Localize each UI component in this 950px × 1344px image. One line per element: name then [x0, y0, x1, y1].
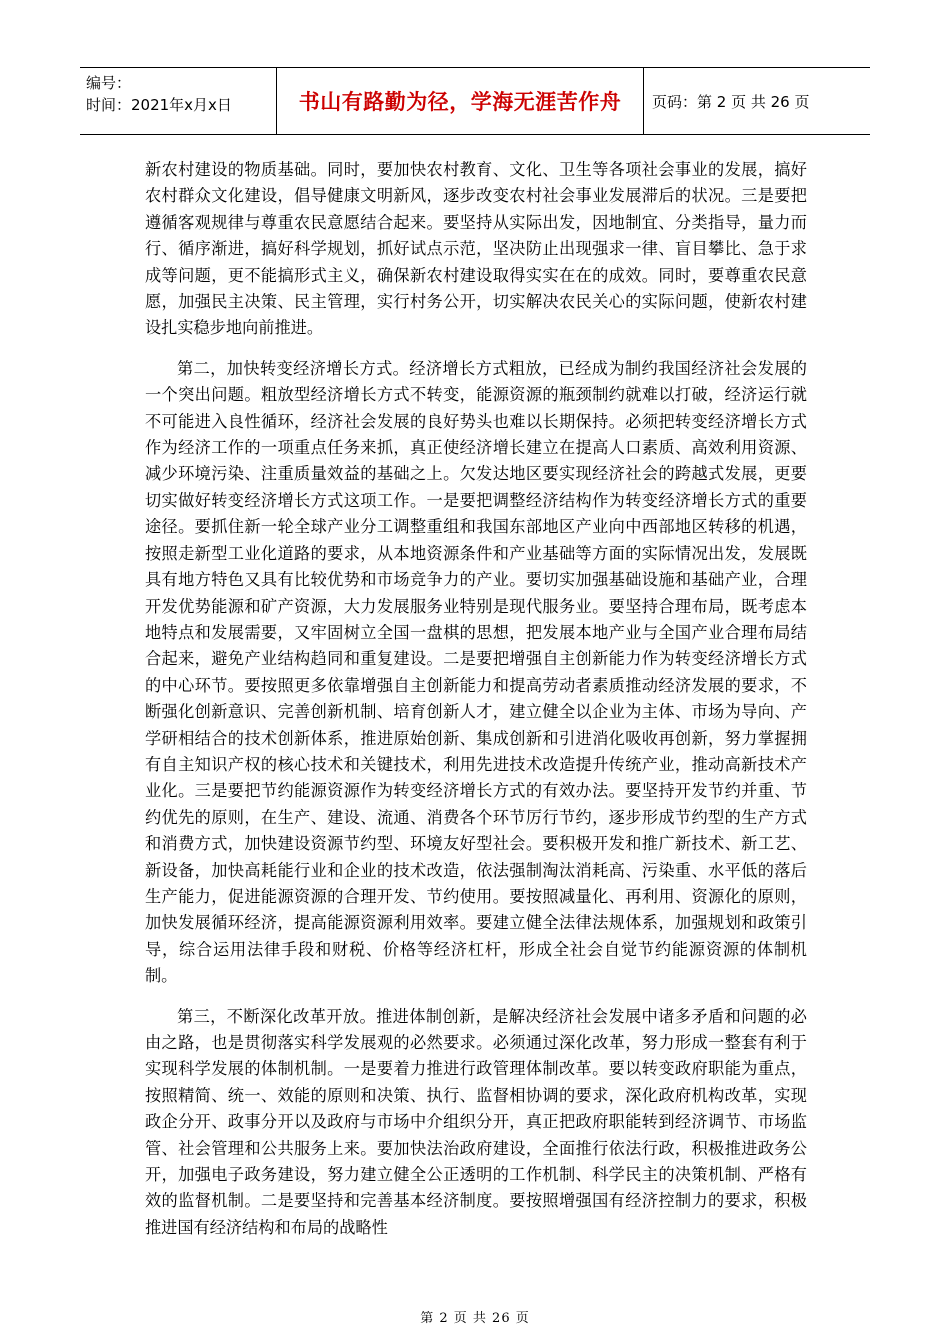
body-paragraph: 第二，加快转变经济增长方式。经济增长方式粗放，已经成为制约我国经济社会发展的一个突出问题。粗放型经济增长方式不转变，能源资源的瓶颈制约就难以打破，经济运行就不可能进入良性循环，经济社会发展的良好势头也难以长期保持。必须把转变经济增长方式作为经济工作的一项重点任务来抓，真正使经济增长建立在提高人口素质、高效利用资源、减少环境污染、注重质量效益的基础之上。欠发达地区要实现经济社会的跨越式发展，更要切实做好转变经济增长方式这项工作。一是要把调整经济结构作为转变经济增长方式的重要途径。要抓住新一轮全球产业分工调整重组和我国东部地区产业向中西部地区转移的机遇，按照走新型工业化道路的要求，从本地资源条件和产业基础等方面的实际情况出发，发展既具有地方特色又具有比较优势和市场竞争力的产业。要切实加强基础设施和基础产业，合理开发优势能源和矿产资源，大力发展服务业特别是现代服务业。要坚持合理布局，既考虑本地特点和发展需要，又牢固树立全国一盘棋的思想，把发展本地产业与全国产业合理布局结合起来，避免产业结构趋同和重复建设。二是要把增强自主创新能力作为转变经济增长方式的中心环节。要按照更多依靠增强自主创新能力和提高劳动者素质推动经济发展的要求，不断强化创新意识、完善创新机制、培育创新人才，建立健全以企业为主体、市场为导向、产学研相结合的技术创新体系，推进原始创新、集成创新和引进消化吸收再创新，努力掌握拥有自主知识产权的核心技术和关键技术，利用先进技术改造提升传统产业，推动高新技术产业化。三是要把节约能源资源作为转变经济增长方式的有效办法。要坚持开发节约并重、节约优先的原则，在生产、建设、流通、消费各个环节厉行节约，逐步形成节约型的生产方式和消费方式，加快建设资源节约型、环境友好型社会。要积极开发和推广新技术、新工艺、新设备，加快高耗能行业和企业的技术改造，依法强制淘汰消耗高、污染重、水平低的落后生产能力，促进能源资源的合理开发、节约使用。要按照减量化、再利用、资源化的原则，加快发展循环经济，提高能源资源利用效率。要建立健全法律法规体系，加强规划和政策引导，综合运用法律手段和财税、价格等经济杠杆，形成全社会自觉节约能源资源的体制机制。 — [145, 358, 807, 986]
document-body — [145, 157, 807, 1241]
body-paragraph: 第三，不断深化改革开放。推进体制创新，是解决经济社会发展中诸多矛盾和问题的必由之路，也是贯彻落实科学发展观的必然要求。必须通过深化改革，努力形成一整套有利于实现科学发展的体制机制。一是要着力推进行政管理体制改革。要以转变政府职能为重点，按照精简、统一、效能的原则和决策、执行、监督相协调的要求，深化政府机构改革，实现政企分开、政事分开以及政府与市场中介组织分开，真正把政府职能转到经济调节、市场监管、社会管理和公共服务上来。要加快法治政府建设，全面推行依法行政，积极推进政务公开，加强电子政务建设，努力建立健全公正透明的工作机制、科学民主的决策机制、严格有效的监督机制。二是要坚持和完善基本经济制度。要按照增强国有经济控制力的要求，积极推进国有经济结构和布局的战略性 — [145, 1006, 807, 1237]
header-page-label: 页码：第 2 页 共 26 页 — [652, 92, 810, 111]
document-number-label: 编号： — [86, 74, 132, 92]
body-paragraph: 新农村建设的物质基础。同时，要加快农村教育、文化、卫生等各项社会事业的发展，搞好农村群众文化建设，倡导健康文明新风，逐步改变农村社会事业发展滞后的状况。三是要把遵循客观规律与尊重农民意愿结合起来。要坚持从实际出发，因地制宜、分类指导，量力而行、循序渐进，搞好科学规划，抓好试点示范，坚决防止出现强求一律、盲目攀比、急于求成等问题，更不能搞形式主义，确保新农村建设取得实实在在的成效。同时，要尊重农民意愿，加强民主决策、民主管理，实行村务公开，切实解决农民关心的实际问题，使新农村建设扎实稳步地向前推进。 — [145, 160, 807, 338]
document-header — [80, 67, 870, 135]
header-motto: 书山有路勤为径，学海无涯苦作舟 — [276, 68, 644, 134]
document-time-label: 时间：2021年x月x日 — [86, 96, 232, 114]
header-meta — [80, 68, 276, 134]
page-footer: 第 2 页 共 26 页 — [420, 1311, 530, 1326]
